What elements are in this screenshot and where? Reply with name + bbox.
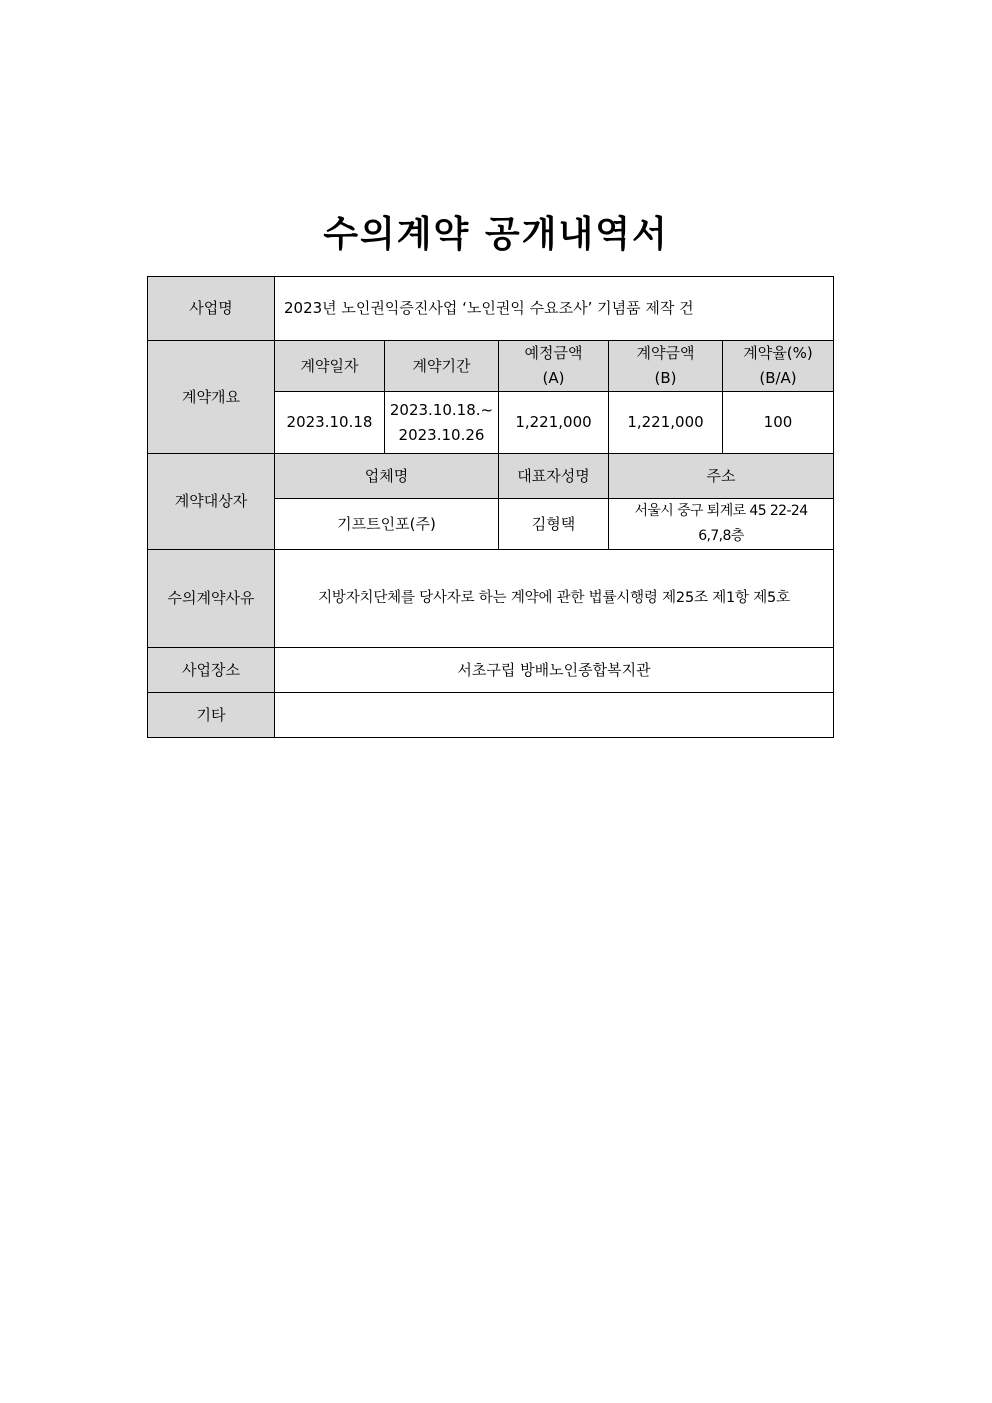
- contract-date-header: 계약일자: [275, 341, 385, 392]
- company-header: 업체명: [275, 454, 499, 499]
- contract-period-end: 2023.10.26: [398, 425, 485, 444]
- address-value: [609, 499, 834, 550]
- contract-disclosure-table: [147, 276, 834, 738]
- estimated-amount-header-line1: 예정금액: [524, 344, 583, 362]
- overview-label: 계약개요: [148, 341, 275, 454]
- reason-value: 지방자치단체를 당사자로 하는 계약에 관한 법률시행령 제25조 제1항 제5호: [275, 550, 834, 648]
- address-header: 주소: [609, 454, 834, 499]
- contract-amount-value: 1,221,000: [609, 392, 723, 454]
- reason-row: [148, 550, 834, 648]
- overview-header-row: [148, 341, 834, 392]
- contract-date-value: 2023.10.18: [275, 392, 385, 454]
- party-label: 계약대상자: [148, 454, 275, 550]
- project-name-value: 2023년 노인권익증진사업 ‘노인권익 수요조사’ 기념품 제작 건: [275, 277, 834, 341]
- address-line2: 6,7,8층: [698, 528, 744, 544]
- estimated-amount-header-line2: (A): [542, 369, 565, 387]
- reason-label: 수의계약사유: [148, 550, 275, 648]
- estimated-amount-value: 1,221,000: [499, 392, 609, 454]
- location-value: 서초구립 방배노인종합복지관: [275, 648, 834, 693]
- contract-period-start: 2023.10.18.~: [389, 400, 494, 419]
- company-value: 기프트인포(주): [275, 499, 499, 550]
- contract-amount-header-line1: 계약금액: [636, 344, 695, 362]
- document-title: 수의계약 공개내역서: [323, 214, 669, 255]
- estimated-amount-header: [499, 341, 609, 392]
- party-header-row: [148, 454, 834, 499]
- contract-rate-header: [723, 341, 834, 392]
- representative-header: 대표자성명: [499, 454, 609, 499]
- contract-rate-header-line1: 계약율(%): [743, 344, 813, 362]
- etc-label: 기타: [148, 693, 275, 738]
- contract-rate-header-line2: (B/A): [759, 369, 797, 387]
- contract-amount-header-line2: (B): [654, 369, 677, 387]
- contract-rate-value: 100: [723, 392, 834, 454]
- project-row: [148, 277, 834, 341]
- contract-period-value: [385, 392, 499, 454]
- location-row: [148, 648, 834, 693]
- address-line1: 서울시 중구 퇴계로 45 22-24: [634, 503, 808, 519]
- etc-value: [275, 693, 834, 738]
- contract-amount-header: [609, 341, 723, 392]
- project-label: 사업명: [148, 277, 275, 341]
- etc-row: [148, 693, 834, 738]
- contract-period-header: 계약기간: [385, 341, 499, 392]
- location-label: 사업장소: [148, 648, 275, 693]
- representative-value: 김형택: [499, 499, 609, 550]
